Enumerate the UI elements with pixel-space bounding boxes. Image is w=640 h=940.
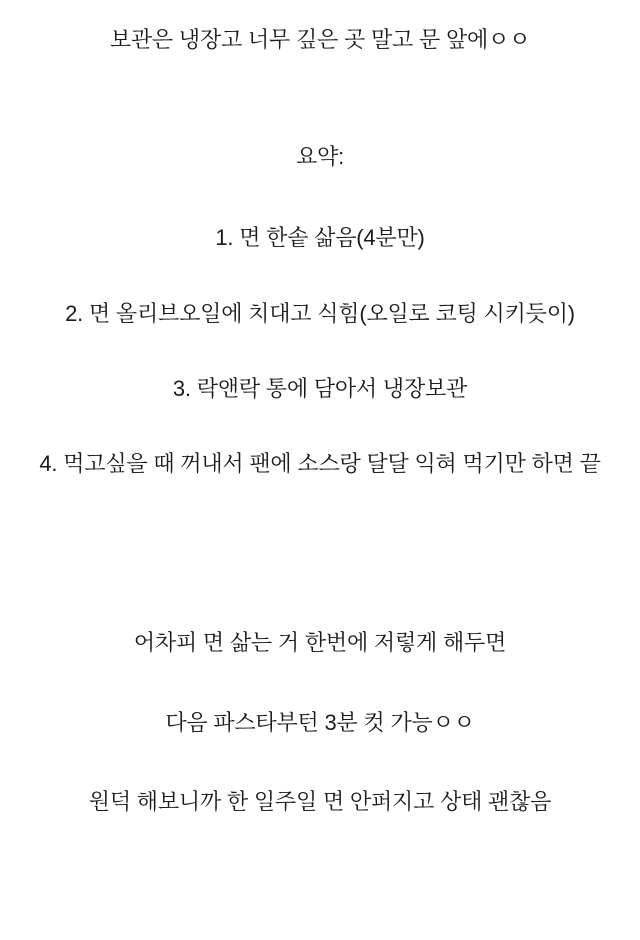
summary-step-list [16, 222, 624, 479]
list-item: 4. 먹고싶을 때 꺼내서 팬에 소스랑 달달 익혀 먹기만 하면 끝 [39, 451, 601, 477]
document-page [0, 24, 640, 940]
intro-text: 보관은 냉장고 너무 깊은 곳 말고 문 앞에ㅇㅇ [109, 27, 531, 52]
list-item: 1. 면 한솥 삶음(4분만) [215, 225, 425, 251]
outro-text-2: 다음 파스타부턴 3분 컷 가능ㅇㅇ [165, 709, 475, 735]
list-item: 3. 락앤락 통에 담아서 냉장보관 [172, 375, 468, 401]
outro-text-1: 어차피 면 삶는 거 한번에 저렇게 해두면 [133, 630, 507, 656]
summary-heading: 요약: [295, 144, 345, 170]
outro-text-3: 원덕 해보니까 한 일주일 면 안퍼지고 상태 괜찮음 [88, 788, 552, 814]
list-item: 2. 면 올리브오일에 치대고 식힘(오일로 코팅 시키듯이) [65, 300, 575, 326]
